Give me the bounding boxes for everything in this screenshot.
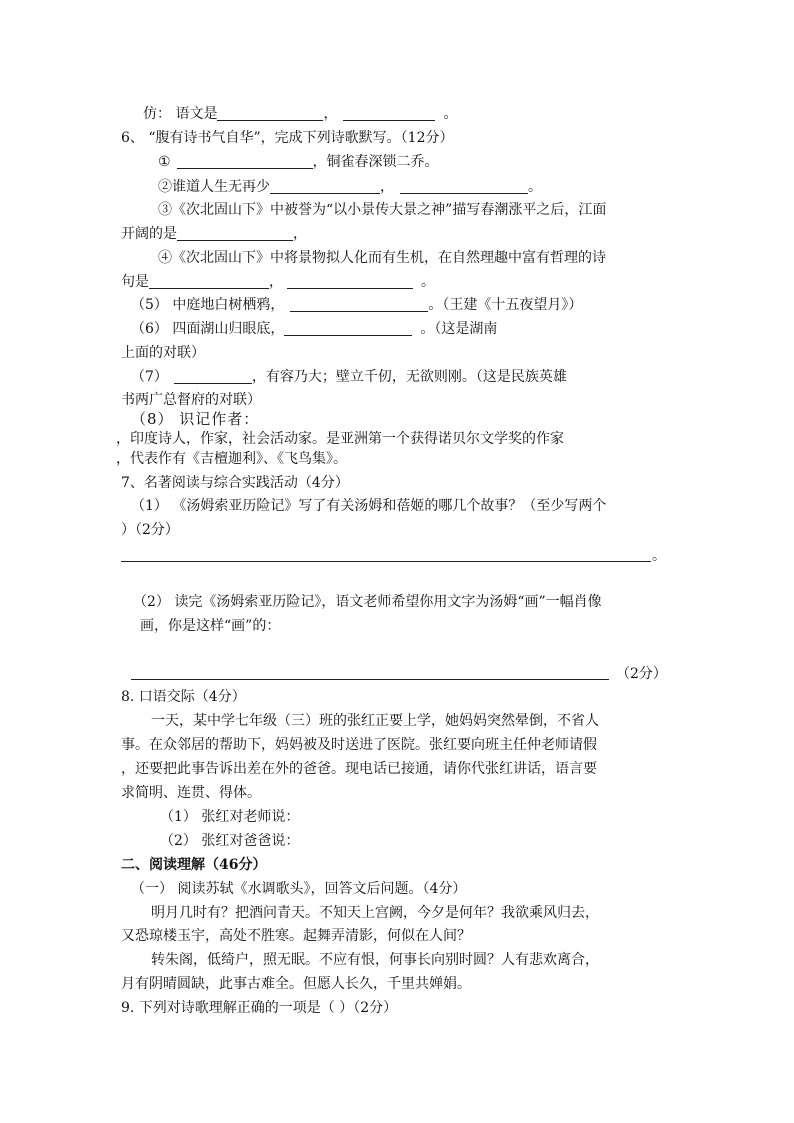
item-number: ① <box>158 154 171 170</box>
verse-text: ，铜雀春深锁二乔。 <box>312 154 439 170</box>
verse-text: （5） 中庭地白树栖鸦， <box>131 297 285 313</box>
poem-line-2: 又恐琼楼玉宇，高处不胜寒。起舞弄清影，何似在人间？ <box>121 928 471 944</box>
question-6-item-7-cont: 书两广总督府的对联） <box>121 392 261 408</box>
comma: ， <box>293 226 307 242</box>
answer-blank[interactable] <box>343 106 435 121</box>
question-8-paragraph-4: 求简明、连贯、得体。 <box>121 785 261 801</box>
question-8-title: 8. 口语交际（4分） <box>121 689 246 705</box>
imitation-line <box>143 105 457 123</box>
answer-line[interactable] <box>131 679 609 680</box>
question-6-item-8-line-3: ，代表作有《吉檀迦利》、《飞鸟集》。 <box>116 451 347 467</box>
section-2-part-1: （一） 阅读苏轼《水调歌头》，回答文后问题。（4分） <box>131 881 467 897</box>
answer-blank[interactable] <box>177 154 313 169</box>
imitation-prefix: 仿： 语文是 <box>143 106 218 122</box>
period: 。 <box>421 274 435 290</box>
period: 。 <box>528 179 542 195</box>
question-6-item-3-line-1: ③《次北固山下》中被誉为“以小景传大景之神”描写春潮涨平之后，江面 <box>158 202 607 218</box>
period: 。 <box>652 548 666 564</box>
question-6-item-7 <box>131 368 567 386</box>
question-7-title: 7、名著阅读与综合实践活动（4分） <box>121 475 349 491</box>
verse-text: 开阔的是 <box>121 226 177 242</box>
question-8-paragraph-3: ，还要把此事告诉出差在外的爸爸。现电话已接通，请你代张红讲话，语言要 <box>121 761 597 777</box>
verse-text: ，有容乃大；壁立千仞，无欲则刚。（这是民族英雄 <box>251 369 567 385</box>
answer-blank[interactable] <box>177 226 293 241</box>
poem-line-4: 月有阴晴圆缺，此事古难全。但愿人长久，千里共婵娟。 <box>121 976 471 992</box>
answer-blank[interactable] <box>284 321 412 336</box>
comma: ， <box>380 179 394 195</box>
comma: ， <box>323 106 338 122</box>
answer-blank[interactable] <box>290 297 428 312</box>
verse-text: （6） 四面湖山归眼底， <box>131 321 285 337</box>
verse-source: 。（王建《十五夜望月》） <box>428 297 583 313</box>
question-8-paragraph-1: 一天，某中学七年级（三）班的张红正要上学，她妈妈突然晕倒，不省人 <box>151 713 599 729</box>
question-7-2-line-1: （2） 读完《汤姆索亚历险记》，语文老师希望你用文字为汤姆“画”一幅肖像 <box>133 594 602 610</box>
answer-blank[interactable] <box>270 179 380 194</box>
question-6-item-8: （8） 识记作者： <box>131 410 260 428</box>
question-7-1-line-2: ）（2分） <box>121 522 179 538</box>
answer-blank[interactable] <box>287 274 413 289</box>
answer-blank[interactable] <box>149 274 269 289</box>
item-number: （7） <box>131 369 168 385</box>
verse-text: ②谁道人生无再少 <box>158 179 270 195</box>
question-6-item-8-line-2: ，印度诗人，作家，社会活动家。是亚洲第一个获得诺贝尔文学奖的作家 <box>116 431 564 447</box>
section-2-title: 二、阅读理解（46分） <box>121 857 267 873</box>
question-6-item-2 <box>158 178 542 196</box>
question-8-paragraph-2: 事。在众邻居的帮助下，妈妈被及时送进了医院。张红要向班主任仲老师请假 <box>121 737 597 753</box>
poem-line-3: 转朱阁，低绮户，照无眠。不应有恨，何事长向别时圆？人有悲欢离合， <box>151 952 599 968</box>
verse-text: 句是 <box>121 274 149 290</box>
answer-blank[interactable] <box>400 179 528 194</box>
comma: ， <box>269 274 283 290</box>
answer-line[interactable] <box>121 561 651 562</box>
answer-blank[interactable] <box>217 106 323 121</box>
question-6-item-6 <box>131 320 497 338</box>
question-6-item-4-line-1: ④《次北固山下》中将景物拟人化而有生机，在自然理趣中富有哲理的诗 <box>158 250 606 266</box>
question-6-item-4-line-2 <box>121 273 435 291</box>
question-8-item-1: （1） 张红对老师说： <box>160 809 300 825</box>
question-6-item-3-line-2 <box>121 225 307 243</box>
question-6-title: 6、 “腹有诗书气自华”，完成下列诗歌默写。（12分） <box>121 130 454 146</box>
verse-note: 。（这是湖南 <box>420 321 498 337</box>
poem-line-1: 明月几时有？把酒问青天。不知天上宫阙，今夕是何年？我欲乘风归去， <box>151 905 599 921</box>
question-6-item-1 <box>158 153 439 171</box>
score-label: （2分） <box>616 666 667 682</box>
question-9-title: 9. 下列对诗歌理解正确的一项是（ ）（2分） <box>121 1000 398 1016</box>
question-6-item-6-cont: 上面的对联） <box>121 345 205 361</box>
question-7-2-line-2: 画，你是这样“画”的： <box>140 618 281 634</box>
period: 。 <box>443 106 458 122</box>
question-7-1-line-1: （1） 《汤姆索亚历险记》写了有关汤姆和蓓姬的哪几个故事？（至少写两个 <box>131 498 607 514</box>
question-6-item-5 <box>131 296 582 314</box>
question-8-item-2: （2） 张红对爸爸说： <box>160 833 300 849</box>
answer-blank[interactable] <box>174 369 252 384</box>
